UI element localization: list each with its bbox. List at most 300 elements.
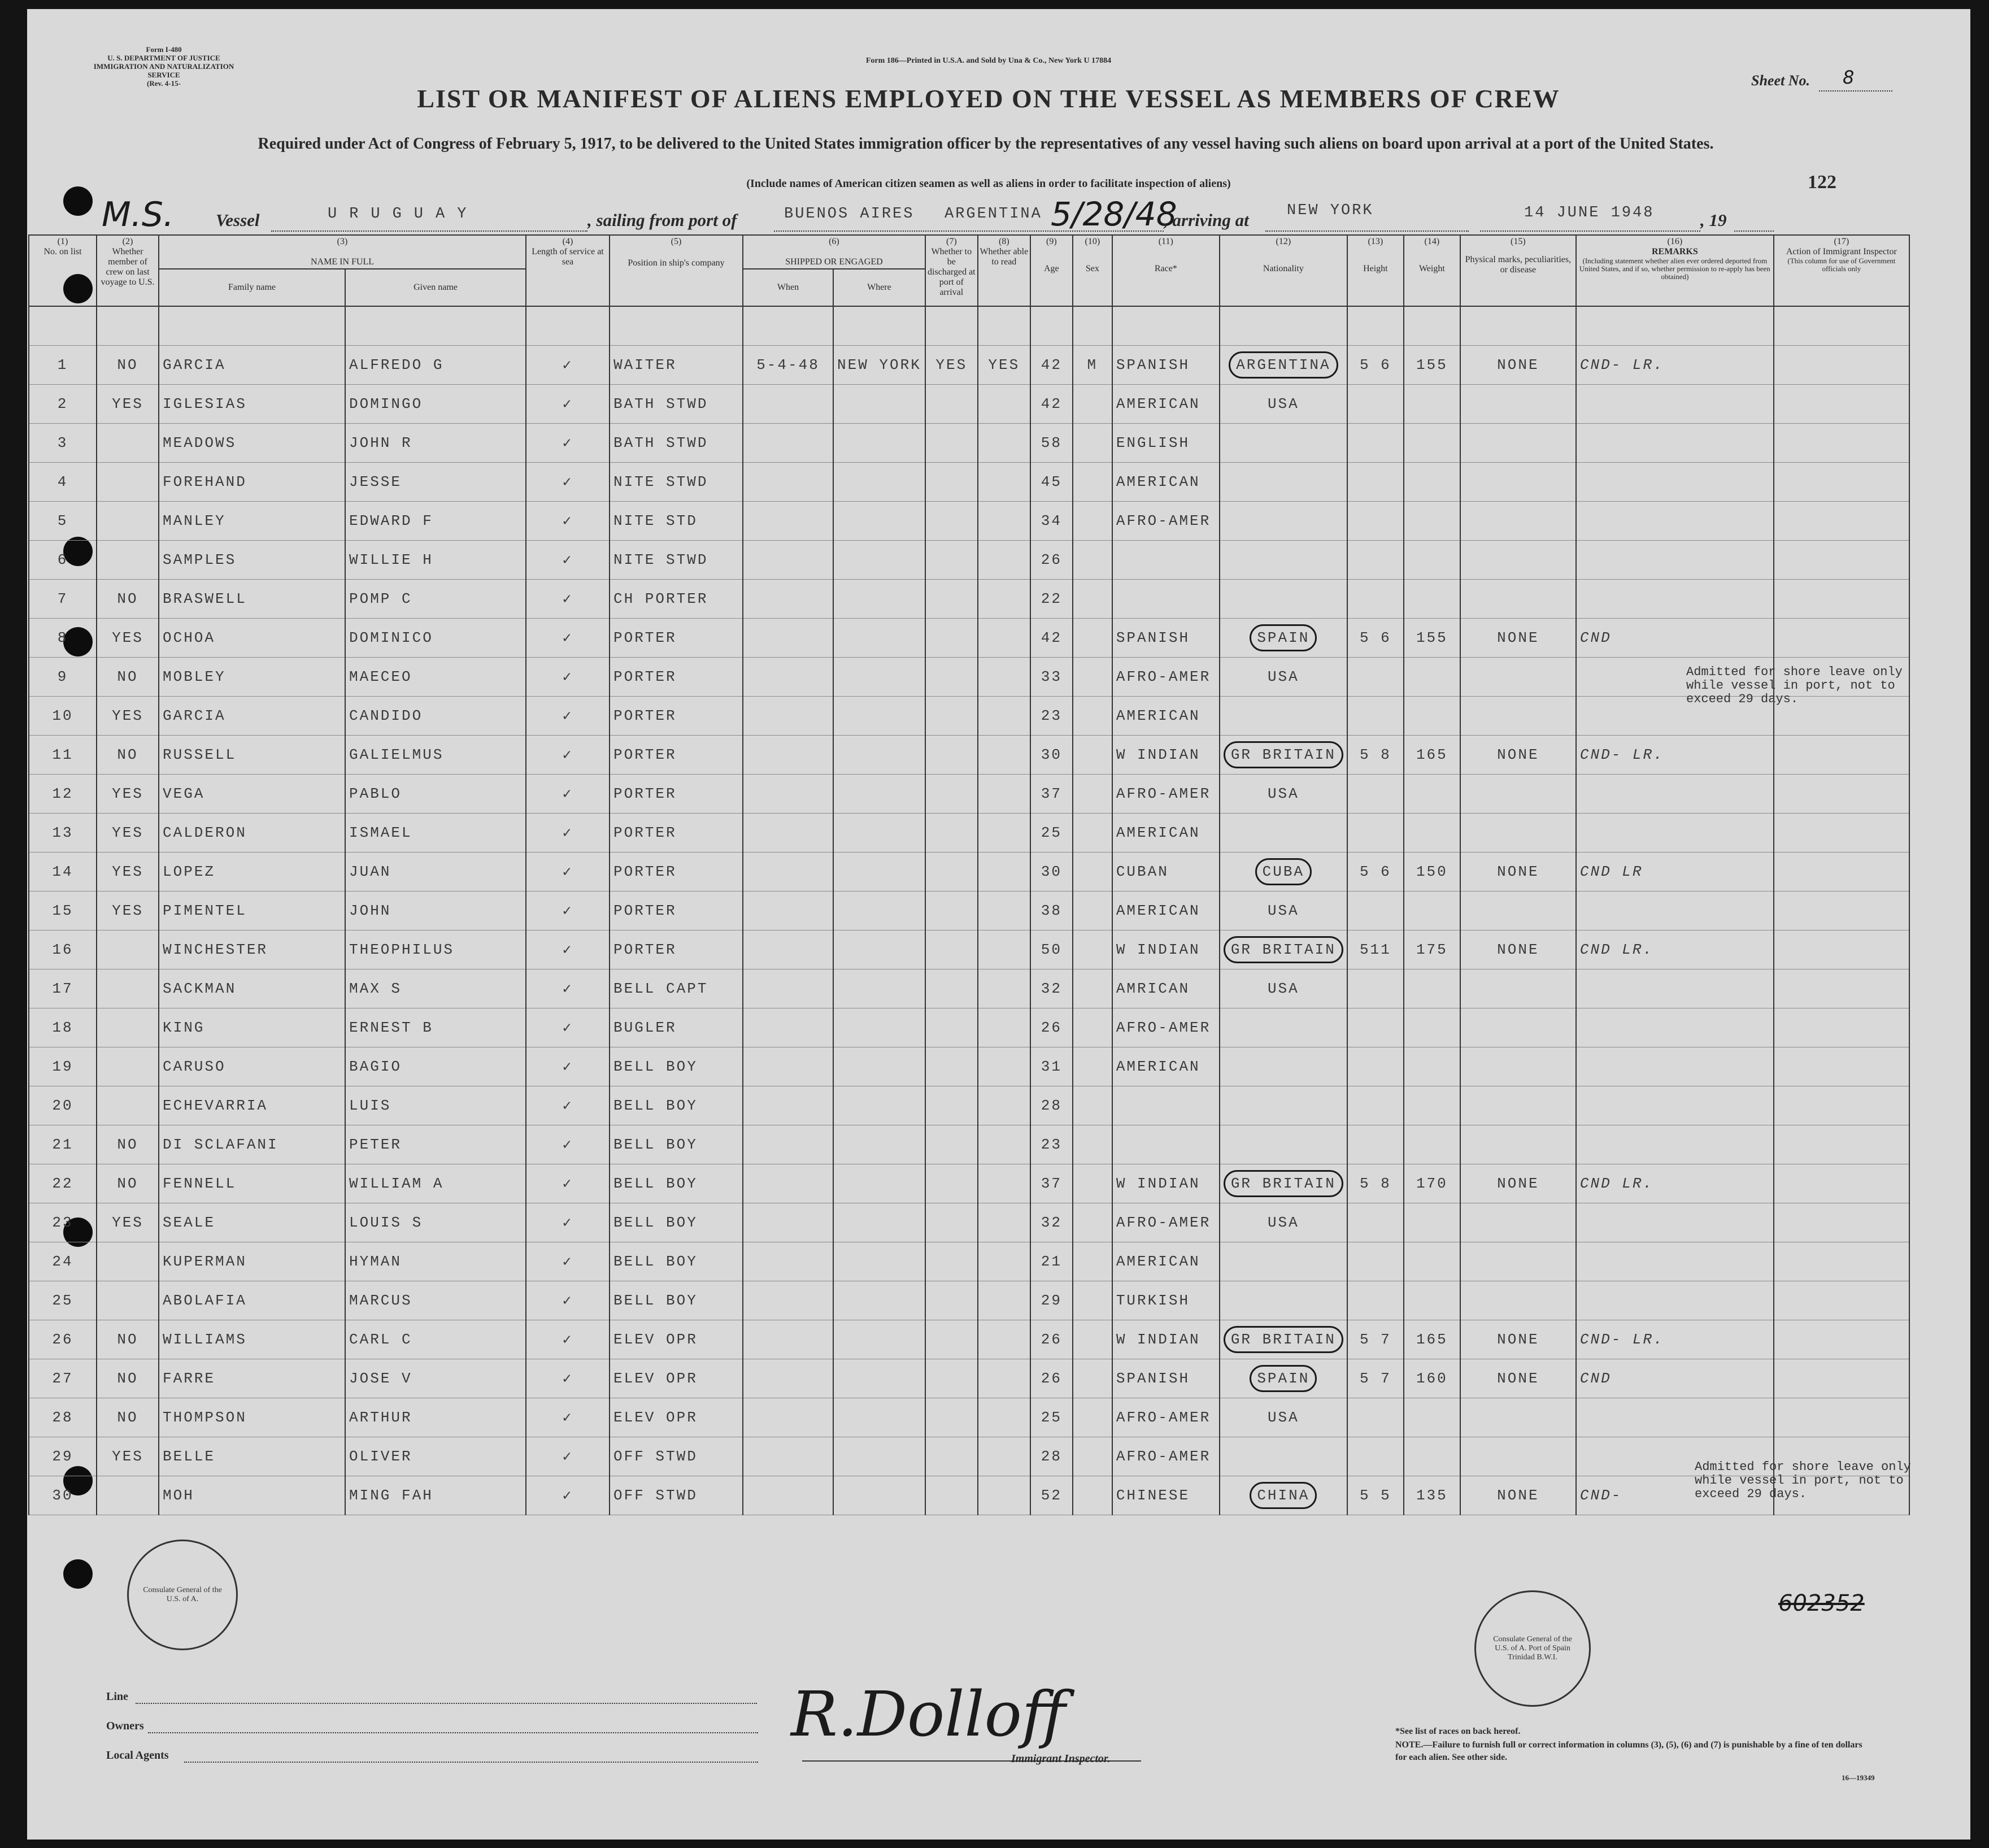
discharged bbox=[925, 1281, 978, 1320]
height bbox=[1347, 1242, 1404, 1281]
inspector-action bbox=[1774, 814, 1909, 853]
from-port: BUENOS AIRES bbox=[784, 206, 915, 223]
sex bbox=[1073, 736, 1112, 775]
weight bbox=[1404, 1281, 1460, 1320]
height bbox=[1347, 775, 1404, 814]
race: W INDIAN bbox=[1112, 930, 1220, 969]
col-given-name: Given name bbox=[345, 269, 526, 306]
able-read bbox=[978, 1086, 1030, 1125]
sex bbox=[1073, 658, 1112, 697]
sex bbox=[1073, 1398, 1112, 1437]
given-name: EDWARD F bbox=[345, 502, 526, 541]
family-name: CALDERON bbox=[159, 814, 345, 853]
service-check: ✓ bbox=[526, 541, 610, 580]
crew-no: 2 bbox=[29, 385, 97, 424]
department: U. S. DEPARTMENT OF JUSTICE bbox=[107, 54, 220, 62]
shipped-when bbox=[743, 697, 833, 736]
sex bbox=[1073, 853, 1112, 892]
nationality-circled: GR BRITAIN bbox=[1224, 741, 1343, 768]
prev-voyage: YES bbox=[97, 1437, 159, 1476]
discharged bbox=[925, 930, 978, 969]
service-check: ✓ bbox=[526, 1281, 610, 1320]
table-row bbox=[29, 346, 1909, 385]
form-id: Form I-480 bbox=[146, 45, 182, 54]
service-check: ✓ bbox=[526, 1086, 610, 1125]
service-check: ✓ bbox=[526, 1398, 610, 1437]
inspector-action bbox=[1774, 736, 1909, 775]
shipped-where bbox=[833, 1398, 925, 1437]
nationality-circled: CHINA bbox=[1250, 1482, 1317, 1509]
given-name: MAECEO bbox=[345, 658, 526, 697]
discharged bbox=[925, 697, 978, 736]
weight bbox=[1404, 1047, 1460, 1086]
age: 45 bbox=[1030, 463, 1073, 502]
family-name: THOMPSON bbox=[159, 1398, 345, 1437]
shipped-where bbox=[833, 1242, 925, 1281]
table-row bbox=[29, 424, 1909, 463]
family-name: SAMPLES bbox=[159, 541, 345, 580]
vessel-prefix-handwritten: M.S. bbox=[102, 195, 174, 234]
height bbox=[1347, 502, 1404, 541]
height bbox=[1347, 424, 1404, 463]
weight bbox=[1404, 892, 1460, 930]
race bbox=[1112, 580, 1220, 619]
discharged bbox=[925, 853, 978, 892]
shipped-when bbox=[743, 969, 833, 1008]
penalty-note: NOTE.—Failure to furnish full or correct information in columns (3), (5), (6) and (7) is punishable by a fine of ten dollars for each alien. See other side. bbox=[1395, 1740, 1862, 1762]
inspector-action bbox=[1774, 1359, 1909, 1398]
race: W INDIAN bbox=[1112, 1320, 1220, 1359]
weight bbox=[1404, 424, 1460, 463]
family-name: MOH bbox=[159, 1476, 345, 1515]
prev-voyage: YES bbox=[97, 385, 159, 424]
physical-marks: NONE bbox=[1460, 736, 1576, 775]
remarks bbox=[1576, 1086, 1774, 1125]
remarks: CND bbox=[1576, 1359, 1774, 1398]
position: PORTER bbox=[610, 814, 743, 853]
shipped-where bbox=[833, 385, 925, 424]
table-row bbox=[29, 1359, 1909, 1398]
prev-voyage: NO bbox=[97, 1359, 159, 1398]
discharged bbox=[925, 541, 978, 580]
shipped-where: NEW YORK bbox=[833, 346, 925, 385]
discharged bbox=[925, 1047, 978, 1086]
physical-marks bbox=[1460, 1242, 1576, 1281]
shipped-where bbox=[833, 697, 925, 736]
able-read bbox=[978, 541, 1030, 580]
physical-marks bbox=[1460, 1008, 1576, 1047]
nationality bbox=[1220, 697, 1347, 736]
discharged bbox=[925, 1320, 978, 1359]
shipped-where bbox=[833, 1086, 925, 1125]
height: 511 bbox=[1347, 930, 1404, 969]
remarks bbox=[1576, 1008, 1774, 1047]
given-name: ISMAEL bbox=[345, 814, 526, 853]
family-name: FENNELL bbox=[159, 1164, 345, 1203]
physical-marks: NONE bbox=[1460, 1164, 1576, 1203]
line-label: Line bbox=[106, 1690, 128, 1703]
inspector-signature: R.Dolloff bbox=[791, 1678, 1066, 1750]
able-read bbox=[978, 775, 1030, 814]
nationality bbox=[1220, 1086, 1347, 1125]
remarks bbox=[1576, 1047, 1774, 1086]
height bbox=[1347, 541, 1404, 580]
given-name: OLIVER bbox=[345, 1437, 526, 1476]
shipped-when bbox=[743, 1125, 833, 1164]
service-check: ✓ bbox=[526, 853, 610, 892]
age: 30 bbox=[1030, 736, 1073, 775]
physical-marks bbox=[1460, 424, 1576, 463]
inspector-action bbox=[1774, 385, 1909, 424]
able-read bbox=[978, 1359, 1030, 1398]
crew-manifest-table bbox=[28, 234, 1910, 1515]
shipped-when: 5-4-48 bbox=[743, 346, 833, 385]
table-row bbox=[29, 1476, 1909, 1515]
shipped-when bbox=[743, 502, 833, 541]
nationality: USA bbox=[1220, 385, 1347, 424]
physical-marks: NONE bbox=[1460, 853, 1576, 892]
crew-no: 17 bbox=[29, 969, 97, 1008]
weight bbox=[1404, 814, 1460, 853]
discharged bbox=[925, 1086, 978, 1125]
sex bbox=[1073, 580, 1112, 619]
physical-marks bbox=[1460, 697, 1576, 736]
crew-no: 15 bbox=[29, 892, 97, 930]
height bbox=[1347, 1203, 1404, 1242]
discharged bbox=[925, 892, 978, 930]
remarks bbox=[1576, 1242, 1774, 1281]
weight bbox=[1404, 1242, 1460, 1281]
table-row bbox=[29, 1320, 1909, 1359]
crew-no: 30 bbox=[29, 1476, 97, 1515]
remarks bbox=[1576, 1125, 1774, 1164]
prev-voyage: NO bbox=[97, 346, 159, 385]
family-name: CARUSO bbox=[159, 1047, 345, 1086]
able-read bbox=[978, 853, 1030, 892]
service-check: ✓ bbox=[526, 930, 610, 969]
family-name: PIMENTEL bbox=[159, 892, 345, 930]
owners-label: Owners bbox=[106, 1720, 144, 1732]
remarks: CND- LR. bbox=[1576, 1320, 1774, 1359]
prev-voyage: YES bbox=[97, 775, 159, 814]
able-read bbox=[978, 1008, 1030, 1047]
race: ENGLISH bbox=[1112, 424, 1220, 463]
height bbox=[1347, 1437, 1404, 1476]
crew-no: 12 bbox=[29, 775, 97, 814]
col-length-service: (4) Length of service at sea bbox=[526, 235, 610, 306]
age: 21 bbox=[1030, 1242, 1073, 1281]
table-row bbox=[29, 930, 1909, 969]
service-check: ✓ bbox=[526, 892, 610, 930]
given-name: HYMAN bbox=[345, 1242, 526, 1281]
nationality bbox=[1220, 1008, 1347, 1047]
height bbox=[1347, 1047, 1404, 1086]
family-name: IGLESIAS bbox=[159, 385, 345, 424]
race: AMERICAN bbox=[1112, 463, 1220, 502]
weight: 150 bbox=[1404, 853, 1460, 892]
position: BELL CAPT bbox=[610, 969, 743, 1008]
service-check: ✓ bbox=[526, 580, 610, 619]
table-row bbox=[29, 1398, 1909, 1437]
able-read bbox=[978, 658, 1030, 697]
nationality bbox=[1220, 1320, 1347, 1359]
position: CH PORTER bbox=[610, 580, 743, 619]
age: 31 bbox=[1030, 1047, 1073, 1086]
able-read bbox=[978, 580, 1030, 619]
service-check: ✓ bbox=[526, 502, 610, 541]
position: PORTER bbox=[610, 853, 743, 892]
physical-marks bbox=[1460, 1047, 1576, 1086]
col-shipped: (6) SHIPPED OR ENGAGED bbox=[743, 235, 925, 269]
prev-voyage bbox=[97, 1086, 159, 1125]
remarks bbox=[1576, 541, 1774, 580]
shipped-where bbox=[833, 775, 925, 814]
table-row bbox=[29, 892, 1909, 930]
shipped-when bbox=[743, 424, 833, 463]
nationality bbox=[1220, 619, 1347, 658]
remarks: CND bbox=[1576, 619, 1774, 658]
weight: 155 bbox=[1404, 346, 1460, 385]
nationality bbox=[1220, 502, 1347, 541]
inspector-action bbox=[1774, 541, 1909, 580]
discharged bbox=[925, 619, 978, 658]
prev-voyage: NO bbox=[97, 1320, 159, 1359]
discharged bbox=[925, 814, 978, 853]
col-nationality: (12) Nationality bbox=[1220, 235, 1347, 306]
able-read bbox=[978, 502, 1030, 541]
weight bbox=[1404, 541, 1460, 580]
physical-marks bbox=[1460, 1125, 1576, 1164]
nationality bbox=[1220, 814, 1347, 853]
height bbox=[1347, 658, 1404, 697]
discharged bbox=[925, 1437, 978, 1476]
discharged bbox=[925, 1359, 978, 1398]
races-note: *See list of races on back hereof. bbox=[1395, 1727, 1521, 1736]
physical-marks: NONE bbox=[1460, 1476, 1576, 1515]
sex bbox=[1073, 1125, 1112, 1164]
weight: 175 bbox=[1404, 930, 1460, 969]
service-check: ✓ bbox=[526, 658, 610, 697]
given-name: JOSE V bbox=[345, 1359, 526, 1398]
height bbox=[1347, 1281, 1404, 1320]
col-discharged: (7) Whether to be discharged at port of arrival bbox=[925, 235, 978, 306]
inspector-action bbox=[1774, 1203, 1909, 1242]
height bbox=[1347, 1086, 1404, 1125]
crew-no: 22 bbox=[29, 1164, 97, 1203]
weight bbox=[1404, 1398, 1460, 1437]
position: BELL BOY bbox=[610, 1047, 743, 1086]
nationality bbox=[1220, 853, 1347, 892]
height: 5 6 bbox=[1347, 619, 1404, 658]
age: 37 bbox=[1030, 1164, 1073, 1203]
crew-no: 27 bbox=[29, 1359, 97, 1398]
crew-no: 1 bbox=[29, 346, 97, 385]
shipped-when bbox=[743, 385, 833, 424]
age: 29 bbox=[1030, 1281, 1073, 1320]
col-name-in-full: (3) NAME IN FULL bbox=[159, 235, 526, 269]
shipped-when bbox=[743, 736, 833, 775]
remarks bbox=[1576, 502, 1774, 541]
service-check: ✓ bbox=[526, 1476, 610, 1515]
nationality: USA bbox=[1220, 969, 1347, 1008]
weight bbox=[1404, 1203, 1460, 1242]
crew-no: 10 bbox=[29, 697, 97, 736]
discharged bbox=[925, 775, 978, 814]
remarks bbox=[1576, 385, 1774, 424]
inspector-action bbox=[1774, 1125, 1909, 1164]
crew-no: 21 bbox=[29, 1125, 97, 1164]
nationality bbox=[1220, 736, 1347, 775]
sex: M bbox=[1073, 346, 1112, 385]
prev-voyage: YES bbox=[97, 697, 159, 736]
table-row bbox=[29, 814, 1909, 853]
shipped-where bbox=[833, 502, 925, 541]
shipped-where bbox=[833, 1125, 925, 1164]
race: SPANISH bbox=[1112, 619, 1220, 658]
sex bbox=[1073, 1008, 1112, 1047]
height: 5 8 bbox=[1347, 1164, 1404, 1203]
shipped-when bbox=[743, 814, 833, 853]
table-row bbox=[29, 385, 1909, 424]
from-country: ARGENTINA bbox=[945, 206, 1042, 223]
crew-no: 25 bbox=[29, 1281, 97, 1320]
able-read bbox=[978, 1476, 1030, 1515]
able-read bbox=[978, 385, 1030, 424]
nationality: USA bbox=[1220, 775, 1347, 814]
able-read bbox=[978, 814, 1030, 853]
race: CHINESE bbox=[1112, 1476, 1220, 1515]
able-read bbox=[978, 619, 1030, 658]
shipped-when bbox=[743, 775, 833, 814]
consulate-seal-right: Consulate General of the U.S. of A. Port of Spain Trinidad B.W.I. bbox=[1474, 1590, 1591, 1707]
race: AFRO-AMER bbox=[1112, 1437, 1220, 1476]
position: BELL BOY bbox=[610, 1164, 743, 1203]
race: AMERICAN bbox=[1112, 814, 1220, 853]
discharged bbox=[925, 1242, 978, 1281]
height bbox=[1347, 385, 1404, 424]
table-row bbox=[29, 1086, 1909, 1125]
position: BATH STWD bbox=[610, 385, 743, 424]
age: 42 bbox=[1030, 385, 1073, 424]
age: 30 bbox=[1030, 853, 1073, 892]
service-check: ✓ bbox=[526, 1359, 610, 1398]
family-name: FOREHAND bbox=[159, 463, 345, 502]
service-check: ✓ bbox=[526, 1125, 610, 1164]
remarks bbox=[1576, 1281, 1774, 1320]
nationality bbox=[1220, 1242, 1347, 1281]
inspector-action bbox=[1774, 1008, 1909, 1047]
col-able-read: (8) Whether able to read bbox=[978, 235, 1030, 306]
physical-marks bbox=[1460, 502, 1576, 541]
sex bbox=[1073, 1164, 1112, 1203]
shipped-where bbox=[833, 814, 925, 853]
position: BELL BOY bbox=[610, 1125, 743, 1164]
age: 23 bbox=[1030, 1125, 1073, 1164]
inspector-action bbox=[1774, 463, 1909, 502]
discharged bbox=[925, 424, 978, 463]
shipped-when bbox=[743, 1164, 833, 1203]
position: PORTER bbox=[610, 736, 743, 775]
discharged bbox=[925, 580, 978, 619]
height: 5 7 bbox=[1347, 1359, 1404, 1398]
shipped-when bbox=[743, 930, 833, 969]
given-name: JUAN bbox=[345, 853, 526, 892]
shipped-when bbox=[743, 853, 833, 892]
given-name: LUIS bbox=[345, 1086, 526, 1125]
race: SPANISH bbox=[1112, 1359, 1220, 1398]
table-row bbox=[29, 463, 1909, 502]
age: 37 bbox=[1030, 775, 1073, 814]
prev-voyage: NO bbox=[97, 658, 159, 697]
shipped-when bbox=[743, 1008, 833, 1047]
table-row bbox=[29, 580, 1909, 619]
weight bbox=[1404, 463, 1460, 502]
position: ELEV OPR bbox=[610, 1320, 743, 1359]
height: 5 8 bbox=[1347, 736, 1404, 775]
able-read bbox=[978, 1437, 1030, 1476]
position: OFF STWD bbox=[610, 1437, 743, 1476]
weight: 165 bbox=[1404, 1320, 1460, 1359]
position: BELL BOY bbox=[610, 1086, 743, 1125]
able-read bbox=[978, 736, 1030, 775]
prev-voyage: NO bbox=[97, 1125, 159, 1164]
able-read bbox=[978, 424, 1030, 463]
shipped-where bbox=[833, 1437, 925, 1476]
given-name: POMP C bbox=[345, 580, 526, 619]
height bbox=[1347, 1008, 1404, 1047]
age: 52 bbox=[1030, 1476, 1073, 1515]
family-name: KING bbox=[159, 1008, 345, 1047]
height: 5 7 bbox=[1347, 1320, 1404, 1359]
nationality-circled: SPAIN bbox=[1250, 624, 1317, 651]
inspector-action bbox=[1774, 853, 1909, 892]
vessel-name: URUGUAY bbox=[328, 206, 479, 223]
height: 5 6 bbox=[1347, 346, 1404, 385]
shipped-when bbox=[743, 1281, 833, 1320]
shore-leave-note: Admitted for shore leave only while vessel in port, not to exceed 29 days. bbox=[1686, 665, 1903, 706]
form-identity bbox=[79, 45, 249, 88]
crew-no: 29 bbox=[29, 1437, 97, 1476]
form-code: 16—19349 bbox=[1842, 1773, 1875, 1782]
discharged bbox=[925, 502, 978, 541]
race bbox=[1112, 541, 1220, 580]
weight: 160 bbox=[1404, 1359, 1460, 1398]
family-name: WINCHESTER bbox=[159, 930, 345, 969]
shipped-when bbox=[743, 1203, 833, 1242]
col-height: (13) Height bbox=[1347, 235, 1404, 306]
crossed-out-number: 602352 bbox=[1778, 1590, 1865, 1616]
weight bbox=[1404, 385, 1460, 424]
age: 23 bbox=[1030, 697, 1073, 736]
shipped-where bbox=[833, 1320, 925, 1359]
crew-no: 6 bbox=[29, 541, 97, 580]
weight bbox=[1404, 580, 1460, 619]
table-row bbox=[29, 1281, 1909, 1320]
nationality bbox=[1220, 1125, 1347, 1164]
family-name: DI SCLAFANI bbox=[159, 1125, 345, 1164]
table-row bbox=[29, 775, 1909, 814]
race bbox=[1112, 1125, 1220, 1164]
table-row bbox=[29, 697, 1909, 736]
inspector-action bbox=[1774, 619, 1909, 658]
prev-voyage bbox=[97, 1242, 159, 1281]
able-read bbox=[978, 1320, 1030, 1359]
position: PORTER bbox=[610, 775, 743, 814]
race: AMERICAN bbox=[1112, 385, 1220, 424]
able-read bbox=[978, 1125, 1030, 1164]
crew-no: 8 bbox=[29, 619, 97, 658]
given-name: JOHN bbox=[345, 892, 526, 930]
